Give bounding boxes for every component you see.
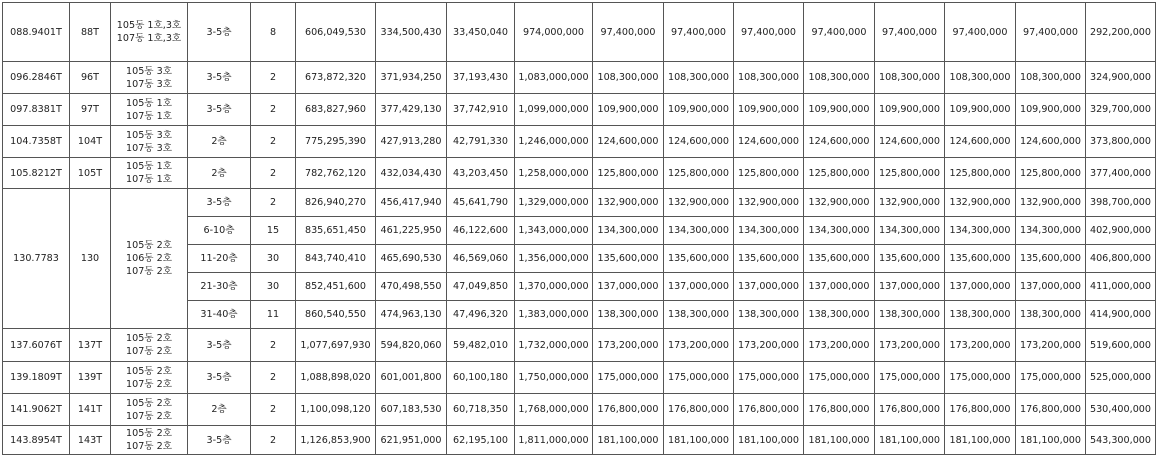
payment-7-cell: 181,100,000 [1016,426,1086,455]
land-price-cell: 860,540,550 [296,301,376,329]
vat-cell: 60,100,180 [447,362,515,394]
payment-6-cell: 134,300,000 [945,217,1016,245]
unit-count-cell: 2 [251,426,296,455]
vat-cell: 59,482,010 [447,329,515,362]
total-price-cell: 1,732,000,000 [515,329,593,362]
payment-3-cell: 109,900,000 [734,94,804,126]
floor-cell: 3-5층 [188,94,251,126]
payment-7-cell: 134,300,000 [1016,217,1086,245]
payment-2-cell: 132,900,000 [664,189,734,217]
vat-cell: 42,791,330 [447,126,515,158]
payment-2-cell: 138,300,000 [664,301,734,329]
dong-ho-line: 105동 2호 [126,428,172,439]
balance-cell: 414,900,000 [1086,301,1156,329]
payment-1-cell: 125,800,000 [593,158,664,189]
payment-4-cell: 109,900,000 [804,94,875,126]
building-price-cell: 607,183,530 [376,394,447,426]
payment-5-cell: 108,300,000 [875,62,945,94]
floor-cell: 2층 [188,126,251,158]
payment-6-cell: 108,300,000 [945,62,1016,94]
payment-4-cell: 132,900,000 [804,189,875,217]
dong-ho-line: 105동 2호 [126,365,172,377]
dong-ho-line: 107동 3호 [126,78,172,90]
payment-2-cell: 181,100,000 [664,426,734,455]
table-row [3,158,1156,189]
land-price-cell: 1,088,898,020 [296,362,376,394]
floor-cell: 3-5층 [188,3,251,62]
payment-2-cell: 137,000,000 [664,273,734,301]
vat-cell: 47,496,320 [447,301,515,329]
building-price-cell: 621,951,000 [376,426,447,455]
payment-4-cell: 181,100,000 [804,426,875,455]
total-price-cell: 1,258,000,000 [515,158,593,189]
payment-6-cell: 181,100,000 [945,426,1016,455]
unit-count-cell: 2 [251,126,296,158]
payment-1-cell: 135,600,000 [593,245,664,273]
balance-cell: 543,300,000 [1086,426,1156,455]
payment-5-cell: 137,000,000 [875,273,945,301]
payment-4-cell: 176,800,000 [804,394,875,426]
floor-cell: 3-5층 [188,62,251,94]
dong-ho-line: 105동 2호 [126,240,172,251]
payment-5-cell: 135,600,000 [875,245,945,273]
payment-1-cell: 173,200,000 [593,329,664,362]
dong-ho-line: 107동 1호 [126,110,172,122]
payment-6-cell: 138,300,000 [945,301,1016,329]
dong-ho-cell [111,329,188,362]
floor-cell: 31-40층 [188,301,251,329]
payment-1-cell: 132,900,000 [593,189,664,217]
floor-cell: 11-20층 [188,245,251,273]
table-row [3,426,1156,455]
building-price-cell: 601,001,800 [376,362,447,394]
payment-2-cell: 108,300,000 [664,62,734,94]
unit-type-cell: 088.9401T [3,3,70,62]
payment-6-cell: 175,000,000 [945,362,1016,394]
dong-ho-line: 105동 1호 [126,97,172,109]
vat-cell: 33,450,040 [447,3,515,62]
balance-cell: 411,000,000 [1086,273,1156,301]
payment-3-cell: 108,300,000 [734,62,804,94]
payment-3-cell: 137,000,000 [734,273,804,301]
payment-4-cell: 138,300,000 [804,301,875,329]
payment-3-cell: 176,800,000 [734,394,804,426]
unit-type-cell: 141.9062T [3,394,70,426]
type-abbr-cell: 88T [70,3,111,62]
payment-2-cell: 134,300,000 [664,217,734,245]
payment-1-cell: 124,600,000 [593,126,664,158]
dong-ho-line: 107동 2호 [126,346,172,357]
land-price-cell: 835,651,450 [296,217,376,245]
payment-3-cell: 124,600,000 [734,126,804,158]
payment-7-cell: 137,000,000 [1016,273,1086,301]
unit-type-cell: 139.1809T [3,362,70,394]
payment-6-cell: 124,600,000 [945,126,1016,158]
payment-5-cell: 109,900,000 [875,94,945,126]
dong-ho-line: 107동 1호 [126,174,172,185]
payment-2-cell: 176,800,000 [664,394,734,426]
payment-7-cell: 132,900,000 [1016,189,1086,217]
dong-ho-line: 105동 1호,3호 [116,20,182,31]
building-price-cell: 456,417,940 [376,189,447,217]
dong-ho-line: 105동 3호 [126,65,172,77]
unit-type-cell: 143.8954T [3,426,70,455]
total-price-cell: 1,343,000,000 [515,217,593,245]
payment-1-cell: 176,800,000 [593,394,664,426]
payment-7-cell: 176,800,000 [1016,394,1086,426]
dong-ho-cell [111,62,188,94]
building-price-cell: 470,498,550 [376,273,447,301]
land-price-cell: 782,762,120 [296,158,376,189]
table-row [3,362,1156,394]
unit-count-cell: 2 [251,158,296,189]
payment-1-cell: 108,300,000 [593,62,664,94]
total-price-cell: 1,383,000,000 [515,301,593,329]
dong-ho-line: 107동 2호 [126,441,172,452]
payment-4-cell: 124,600,000 [804,126,875,158]
payment-7-cell: 109,900,000 [1016,94,1086,126]
unit-count-cell: 30 [251,273,296,301]
balance-cell: 292,200,000 [1086,3,1156,62]
dong-ho-line: 105동 2호 [126,333,172,344]
payment-3-cell: 125,800,000 [734,158,804,189]
vat-cell: 37,193,430 [447,62,515,94]
dong-ho-line: 107동 2호 [126,266,172,277]
dong-ho-line: 107동 3호 [126,142,172,154]
dong-ho-line: 105동 3호 [126,129,172,141]
table-row [3,62,1156,94]
vat-cell: 47,049,850 [447,273,515,301]
land-price-cell: 673,872,320 [296,62,376,94]
dong-ho-line: 106동 2호 [126,253,172,264]
table-row [3,394,1156,426]
building-price-cell: 371,934,250 [376,62,447,94]
payment-4-cell: 108,300,000 [804,62,875,94]
dong-ho-cell [111,3,188,62]
payment-2-cell: 173,200,000 [664,329,734,362]
unit-type-cell: 097.8381T [3,94,70,126]
unit-count-cell: 8 [251,3,296,62]
vat-cell: 46,122,600 [447,217,515,245]
unit-type-cell: 096.2846T [3,62,70,94]
payment-1-cell: 109,900,000 [593,94,664,126]
dong-ho-cell [111,362,188,394]
total-price-cell: 1,329,000,000 [515,189,593,217]
land-price-cell: 843,740,410 [296,245,376,273]
vat-cell: 60,718,350 [447,394,515,426]
land-price-cell: 1,077,697,930 [296,329,376,362]
land-price-cell: 1,126,853,900 [296,426,376,455]
balance-cell: 530,400,000 [1086,394,1156,426]
floor-cell: 3-5층 [188,329,251,362]
table-row [3,94,1156,126]
floor-cell: 2층 [188,158,251,189]
floor-cell: 3-5층 [188,189,251,217]
balance-cell: 398,700,000 [1086,189,1156,217]
dong-ho-line: 107동 2호 [126,410,172,422]
payment-6-cell: 137,000,000 [945,273,1016,301]
unit-count-cell: 2 [251,362,296,394]
total-price-cell: 1,356,000,000 [515,245,593,273]
payment-7-cell: 138,300,000 [1016,301,1086,329]
payment-6-cell: 132,900,000 [945,189,1016,217]
payment-5-cell: 132,900,000 [875,189,945,217]
payment-5-cell: 138,300,000 [875,301,945,329]
payment-5-cell: 124,600,000 [875,126,945,158]
floor-cell: 21-30층 [188,273,251,301]
unit-type-cell: 130.7783 [3,189,70,329]
payment-2-cell: 135,600,000 [664,245,734,273]
dong-ho-cell [111,426,188,455]
type-abbr-cell: 97T [70,94,111,126]
total-price-cell: 1,750,000,000 [515,362,593,394]
payment-7-cell: 108,300,000 [1016,62,1086,94]
payment-4-cell: 97,400,000 [804,3,875,62]
building-price-cell: 427,913,280 [376,126,447,158]
payment-3-cell: 175,000,000 [734,362,804,394]
payment-1-cell: 175,000,000 [593,362,664,394]
balance-cell: 525,000,000 [1086,362,1156,394]
unit-count-cell: 2 [251,329,296,362]
total-price-cell: 1,370,000,000 [515,273,593,301]
vat-cell: 45,641,790 [447,189,515,217]
floor-cell: 3-5층 [188,362,251,394]
payment-1-cell: 97,400,000 [593,3,664,62]
land-price-cell: 683,827,960 [296,94,376,126]
payment-4-cell: 135,600,000 [804,245,875,273]
dong-ho-line: 107동 2호 [126,378,172,390]
payment-7-cell: 173,200,000 [1016,329,1086,362]
balance-cell: 402,900,000 [1086,217,1156,245]
payment-1-cell: 134,300,000 [593,217,664,245]
dong-ho-line: 107동 1호,3호 [116,33,182,44]
building-price-cell: 465,690,530 [376,245,447,273]
payment-1-cell: 137,000,000 [593,273,664,301]
building-price-cell: 377,429,130 [376,94,447,126]
payment-1-cell: 181,100,000 [593,426,664,455]
land-price-cell: 852,451,600 [296,273,376,301]
type-abbr-cell: 139T [70,362,111,394]
vat-cell: 43,203,450 [447,158,515,189]
payment-4-cell: 175,000,000 [804,362,875,394]
type-abbr-cell: 137T [70,329,111,362]
land-price-cell: 826,940,270 [296,189,376,217]
payment-3-cell: 138,300,000 [734,301,804,329]
payment-7-cell: 124,600,000 [1016,126,1086,158]
type-abbr-cell: 96T [70,62,111,94]
building-price-cell: 474,963,130 [376,301,447,329]
payment-5-cell: 125,800,000 [875,158,945,189]
type-abbr-cell: 104T [70,126,111,158]
type-abbr-cell: 143T [70,426,111,455]
dong-ho-cell [111,189,188,329]
payment-5-cell: 134,300,000 [875,217,945,245]
total-price-cell: 1,246,000,000 [515,126,593,158]
dong-ho-line: 105동 1호 [126,161,172,172]
total-price-cell: 1,099,000,000 [515,94,593,126]
land-price-cell: 775,295,390 [296,126,376,158]
total-price-cell: 1,811,000,000 [515,426,593,455]
unit-count-cell: 2 [251,94,296,126]
payment-6-cell: 97,400,000 [945,3,1016,62]
unit-type-cell: 105.8212T [3,158,70,189]
balance-cell: 329,700,000 [1086,94,1156,126]
payment-2-cell: 97,400,000 [664,3,734,62]
balance-cell: 373,800,000 [1086,126,1156,158]
vat-cell: 62,195,100 [447,426,515,455]
unit-count-cell: 11 [251,301,296,329]
floor-cell: 6-10층 [188,217,251,245]
payment-5-cell: 175,000,000 [875,362,945,394]
building-price-cell: 334,500,430 [376,3,447,62]
unit-type-cell: 137.6076T [3,329,70,362]
payment-3-cell: 135,600,000 [734,245,804,273]
payment-6-cell: 173,200,000 [945,329,1016,362]
payment-4-cell: 125,800,000 [804,158,875,189]
payment-4-cell: 134,300,000 [804,217,875,245]
payment-5-cell: 181,100,000 [875,426,945,455]
table-row [3,3,1156,62]
floor-cell: 2층 [188,394,251,426]
table-row [3,329,1156,362]
payment-3-cell: 134,300,000 [734,217,804,245]
balance-cell: 519,600,000 [1086,329,1156,362]
unit-count-cell: 30 [251,245,296,273]
payment-7-cell: 135,600,000 [1016,245,1086,273]
balance-cell: 377,400,000 [1086,158,1156,189]
vat-cell: 46,569,060 [447,245,515,273]
payment-2-cell: 175,000,000 [664,362,734,394]
total-price-cell: 1,768,000,000 [515,394,593,426]
payment-3-cell: 132,900,000 [734,189,804,217]
payment-6-cell: 109,900,000 [945,94,1016,126]
payment-4-cell: 137,000,000 [804,273,875,301]
payment-2-cell: 124,600,000 [664,126,734,158]
payment-7-cell: 175,000,000 [1016,362,1086,394]
unit-type-cell: 104.7358T [3,126,70,158]
payment-2-cell: 109,900,000 [664,94,734,126]
dong-ho-cell [111,94,188,126]
dong-ho-cell [111,158,188,189]
building-price-cell: 461,225,950 [376,217,447,245]
payment-5-cell: 176,800,000 [875,394,945,426]
payment-5-cell: 97,400,000 [875,3,945,62]
type-abbr-cell: 141T [70,394,111,426]
total-price-cell: 974,000,000 [515,3,593,62]
land-price-cell: 606,049,530 [296,3,376,62]
vat-cell: 37,742,910 [447,94,515,126]
payment-5-cell: 173,200,000 [875,329,945,362]
table-body [3,3,1156,455]
payment-6-cell: 135,600,000 [945,245,1016,273]
type-abbr-cell: 130 [70,189,111,329]
payment-3-cell: 181,100,000 [734,426,804,455]
payment-3-cell: 173,200,000 [734,329,804,362]
land-price-cell: 1,100,098,120 [296,394,376,426]
payment-7-cell: 125,800,000 [1016,158,1086,189]
payment-4-cell: 173,200,000 [804,329,875,362]
price-table [2,2,1156,455]
payment-2-cell: 125,800,000 [664,158,734,189]
payment-7-cell: 97,400,000 [1016,3,1086,62]
building-price-cell: 594,820,060 [376,329,447,362]
unit-count-cell: 2 [251,62,296,94]
type-abbr-cell: 105T [70,158,111,189]
building-price-cell: 432,034,430 [376,158,447,189]
balance-cell: 324,900,000 [1086,62,1156,94]
payment-3-cell: 97,400,000 [734,3,804,62]
unit-count-cell: 2 [251,394,296,426]
payment-6-cell: 125,800,000 [945,158,1016,189]
table-row [3,189,1156,217]
dong-ho-cell [111,126,188,158]
total-price-cell: 1,083,000,000 [515,62,593,94]
payment-6-cell: 176,800,000 [945,394,1016,426]
unit-count-cell: 15 [251,217,296,245]
floor-cell: 3-5층 [188,426,251,455]
unit-count-cell: 2 [251,189,296,217]
dong-ho-line: 105동 2호 [126,397,172,409]
payment-1-cell: 138,300,000 [593,301,664,329]
table-row [3,126,1156,158]
balance-cell: 406,800,000 [1086,245,1156,273]
dong-ho-cell [111,394,188,426]
